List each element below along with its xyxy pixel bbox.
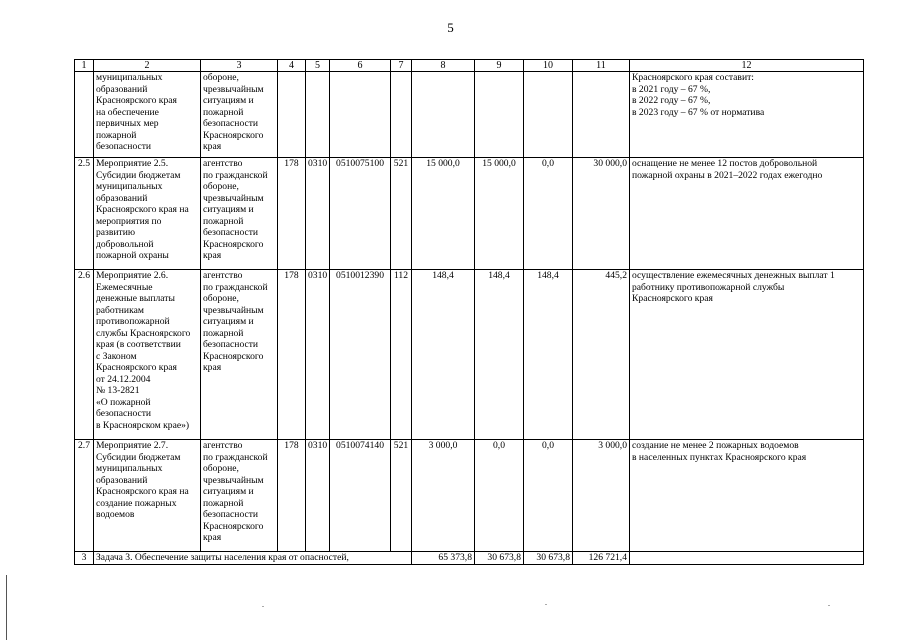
page-number: 5: [447, 20, 454, 35]
scan-edge-line: [6, 575, 7, 640]
col-header-8: 8: [412, 60, 475, 72]
column-numbers-row: [75, 60, 864, 72]
activity-name: муниципальных образований Красноярского края на обеспечение первичных мер пожарной безопасности: [94, 72, 201, 158]
scan-speck: [545, 604, 547, 605]
amount-total: 3 000,0: [573, 440, 630, 552]
grbs-code: 178: [278, 440, 306, 552]
amount-2022: 15 000,0: [475, 158, 524, 270]
agency: агентство по гражданской обороне, чрезвычайным ситуациям и пожарной безопасности Красноярского края: [201, 440, 278, 552]
vr-code: 521: [391, 440, 412, 552]
amount-2022: 148,4: [475, 270, 524, 440]
amount-total: 126 721,4: [573, 552, 630, 565]
vr-code: 112: [391, 270, 412, 440]
rzpr-code: 0310: [306, 158, 330, 270]
vr-code: 521: [391, 158, 412, 270]
task-title: Задача 3. Обеспечение защиты населения края от опасностей,: [94, 552, 412, 565]
col-header-6: 6: [330, 60, 391, 72]
grbs-code: 178: [278, 158, 306, 270]
col-header-10: 10: [524, 60, 573, 72]
row-number: 2.5: [75, 158, 94, 270]
col-header-7: 7: [391, 60, 412, 72]
csr-code: 0510074140: [330, 440, 391, 552]
grbs-code: 178: [278, 270, 306, 440]
table-row: [75, 158, 864, 270]
task-row: [75, 552, 864, 565]
csr-code: 0510012390: [330, 270, 391, 440]
row-number: 2.6: [75, 270, 94, 440]
rzpr-code: 0310: [306, 270, 330, 440]
expected-result: осуществление ежемесячных денежных выплат 1 работнику противопожарной службы Красноярского края: [630, 270, 864, 440]
amount-2023: 0,0: [524, 440, 573, 552]
amount-2023: 0,0: [524, 158, 573, 270]
amount-2023: 148,4: [524, 270, 573, 440]
col-header-11: 11: [573, 60, 630, 72]
table-row: [75, 270, 864, 440]
scan-speck: [828, 605, 830, 606]
amount-2022: 30 673,8: [475, 552, 524, 565]
rzpr-code: 0310: [306, 440, 330, 552]
row-number: 3: [75, 552, 94, 565]
expected-result: создание не менее 2 пожарных водоемов в населенных пунктах Красноярского края: [630, 440, 864, 552]
scan-speck: [262, 606, 264, 607]
col-header-3: 3: [201, 60, 278, 72]
table-row: [75, 440, 864, 552]
amount-2021: 15 000,0: [412, 158, 475, 270]
agency: обороне, чрезвычайным ситуациям и пожарной безопасности Красноярского края: [201, 72, 278, 158]
col-header-12: 12: [630, 60, 864, 72]
amount-2021: 148,4: [412, 270, 475, 440]
expected-result: Красноярского края составит: в 2021 году – 67 %, в 2022 году – 67 %, в 2023 году – 67 % от норматива: [630, 72, 864, 158]
amount-2023: 30 673,8: [524, 552, 573, 565]
activity-name: Мероприятие 2.7. Субсидии бюджетам муниципальных образований Красноярского края на создание пожарных водоемов: [94, 440, 201, 552]
agency: агентство по гражданской обороне, чрезвычайным ситуациям и пожарной безопасности Красноярского края: [201, 158, 278, 270]
row-number: 2.7: [75, 440, 94, 552]
continuation-row: [75, 72, 864, 158]
activity-name: Мероприятие 2.5. Субсидии бюджетам муниципальных образований Красноярского края на мероприятия по развитию добровольной пожарной охраны: [94, 158, 201, 270]
col-header-5: 5: [306, 60, 330, 72]
col-header-9: 9: [475, 60, 524, 72]
program-activities-table: [74, 59, 864, 565]
col-header-1: 1: [75, 60, 94, 72]
amount-total: 445,2: [573, 270, 630, 440]
col-header-2: 2: [94, 60, 201, 72]
col-header-4: 4: [278, 60, 306, 72]
amount-2021: 65 373,8: [412, 552, 475, 565]
expected-result: оснащение не менее 12 постов добровольной пожарной охраны в 2021–2022 годах ежегодно: [630, 158, 864, 270]
amount-total: 30 000,0: [573, 158, 630, 270]
amount-2021: 3 000,0: [412, 440, 475, 552]
csr-code: 0510075100: [330, 158, 391, 270]
activity-name: Мероприятие 2.6. Ежемесячные денежные выплаты работникам противопожарной службы Красноярского края (в соответствии с Законом Красноярского края от 24.12.2004 № 13-2821 «О пожарной безопасности в Красноярском крае»): [94, 270, 201, 440]
amount-2022: 0,0: [475, 440, 524, 552]
agency: агентство по гражданской обороне, чрезвычайным ситуациям и пожарной безопасности Красноярского края: [201, 270, 278, 440]
